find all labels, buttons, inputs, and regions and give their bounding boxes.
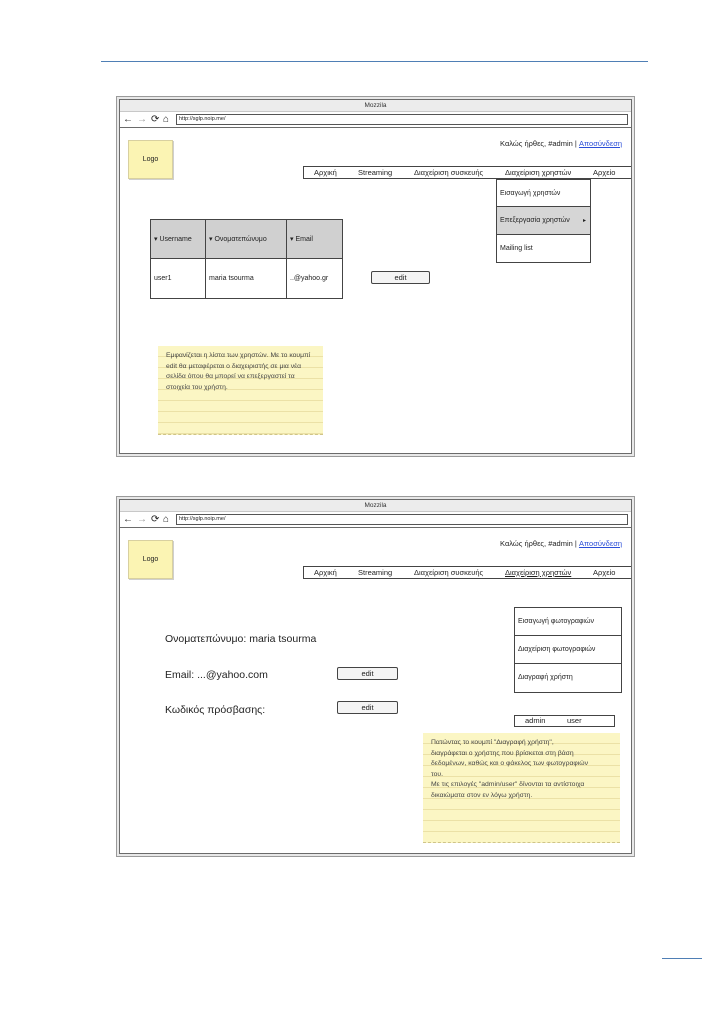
menu-item-archive[interactable]: Αρχείο [593, 168, 616, 177]
dropdown-item-insert-users[interactable]: Εισαγωγή χρηστών [497, 180, 590, 207]
column-header-email[interactable]: ▾ Email [287, 220, 343, 259]
edit-user-button[interactable]: edit [371, 271, 430, 284]
note-line: διαγράφεται ο χρήστης που βρίσκεται στη βάση [431, 749, 574, 757]
action-manage-photos[interactable]: Διαχείριση φωτογραφιών [515, 636, 621, 664]
note-line: του. [431, 770, 443, 778]
browser-window [119, 99, 632, 454]
users-table [150, 219, 343, 299]
menu-item-device-management[interactable]: Διαχείριση συσκευής [414, 168, 484, 177]
menu-item-streaming[interactable]: Streaming [358, 168, 393, 177]
page-top-rule [101, 61, 648, 62]
action-insert-photos[interactable]: Εισαγωγή φωτογραφιών [515, 608, 621, 636]
submenu-arrow-icon: ▸ [582, 218, 586, 224]
page-bottom-rule [662, 958, 702, 959]
browser-window [119, 499, 632, 854]
reload-icon[interactable]: ⟳ [151, 114, 160, 125]
cell-fullname: maria tsourma [206, 259, 287, 299]
menu-item-user-management[interactable]: Διαχείριση χρηστών [505, 568, 572, 577]
back-arrow-icon[interactable]: ← [123, 114, 133, 125]
dropdown-item-edit-users[interactable] [497, 207, 590, 235]
url-bar[interactable]: http://sglp.noip.me/ [176, 514, 628, 525]
table-row [151, 259, 343, 299]
main-menu [303, 166, 631, 179]
cell-email: ..@yahoo.gr [287, 259, 343, 299]
reload-icon[interactable]: ⟳ [151, 514, 160, 525]
forward-arrow-icon[interactable]: → [137, 114, 147, 125]
note-line: Με τις επιλογές "admin/user" δίνονται τα αντίστοιχα [431, 781, 585, 788]
note-line: Πατώντας το κουμπί "Διαγραφή χρήστη", [431, 739, 554, 746]
fullname-field: Ονοματεπώνυμο: maria tsourma [165, 633, 317, 645]
role-user-option[interactable]: user [567, 716, 582, 725]
annotation-note [158, 346, 323, 435]
column-header-username[interactable]: ▾ Username [151, 220, 206, 259]
menu-item-device-management[interactable]: Διαχείριση συσκευής [414, 568, 484, 577]
browser-toolbar [120, 112, 631, 128]
menu-item-user-management[interactable]: Διαχείριση χρηστών [505, 168, 572, 177]
welcome-text [500, 539, 622, 548]
note-line: δικαιώματα στον εν λόγω χρήστη. [431, 791, 533, 799]
welcome-label: Καλώς ήρθες, #admin | [500, 139, 577, 148]
forward-arrow-icon[interactable]: → [137, 514, 147, 525]
menu-item-archive[interactable]: Αρχείο [593, 568, 616, 577]
home-icon[interactable]: ⌂ [163, 514, 170, 525]
user-actions-menu [514, 607, 622, 693]
mockup-screen-user-edit [116, 496, 635, 857]
welcome-label: Καλώς ήρθες, #admin | [500, 539, 577, 548]
table-header-row [151, 220, 343, 259]
welcome-text [500, 139, 622, 148]
menu-item-home[interactable]: Αρχική [314, 568, 337, 577]
home-icon[interactable]: ⌂ [163, 114, 170, 125]
user-management-dropdown [496, 179, 591, 263]
menu-item-home[interactable]: Αρχική [314, 168, 337, 177]
logout-link[interactable]: Αποσύνδεση [578, 139, 622, 148]
dropdown-item-label: Επεξεργασία χρηστών [500, 217, 570, 224]
password-field: Κωδικός πρόσβασης: [165, 704, 266, 716]
role-selector [514, 715, 615, 727]
menu-item-streaming[interactable]: Streaming [358, 568, 393, 577]
note-line: δεδομένων, καθώς και ο φάκελος των φωτογραφιών [431, 760, 589, 767]
role-admin-option[interactable]: admin [525, 716, 546, 725]
mockup-screen-user-list [116, 96, 635, 457]
dropdown-item-mailing-list[interactable]: Mailing list [500, 245, 533, 252]
email-field: Email: ...@yahoo.com [165, 669, 268, 681]
annotation-note [423, 733, 620, 843]
action-delete-user[interactable]: Διαγραφή χρήστη [518, 674, 573, 681]
column-header-fullname[interactable]: ▾ Ονοματεπώνυμο [206, 220, 287, 259]
logo: Logo [128, 540, 173, 579]
browser-toolbar [120, 512, 631, 528]
cell-username: user1 [151, 259, 206, 299]
window-title: Mozzila [120, 100, 631, 112]
edit-email-button[interactable]: edit [337, 667, 398, 680]
back-arrow-icon[interactable]: ← [123, 514, 133, 525]
logo: Logo [128, 140, 173, 179]
main-menu [303, 566, 631, 579]
url-bar[interactable]: http://sglp.noip.me/ [176, 114, 628, 125]
window-title: Mozzila [120, 500, 631, 512]
logout-link[interactable]: Αποσύνδεση [578, 539, 622, 548]
note-text: Εμφανίζεται η λίστα των χρηστών. Με το κουμπί edit θα μεταφέρεται ο διαχειριστής σε μια νέα σελίδα όπου θα μπορεί να επεξεργαστεί τα στοιχεία του χρήστη. [166, 352, 311, 391]
edit-password-button[interactable]: edit [337, 701, 398, 714]
